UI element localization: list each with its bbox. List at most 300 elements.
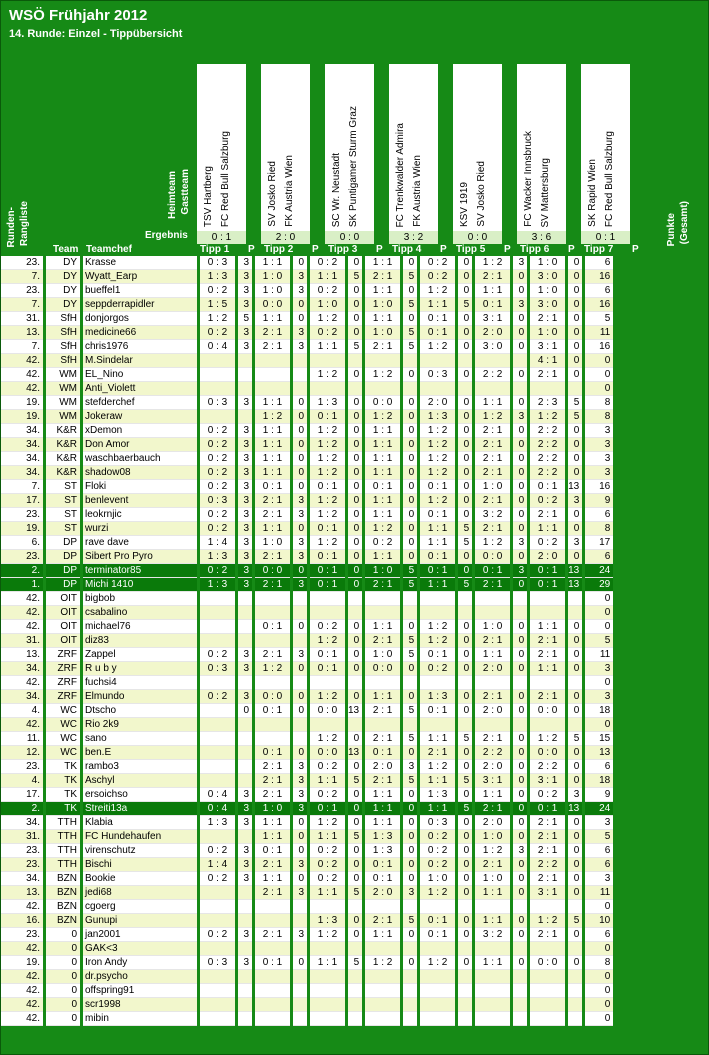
tipp-header: Tipp 4 xyxy=(392,244,422,255)
total-points: 6 xyxy=(585,508,613,522)
team: WM xyxy=(46,382,80,396)
teamchef: bueffel1 xyxy=(83,284,197,298)
points-cell xyxy=(348,1012,362,1026)
teamchef: seppderrapidler xyxy=(83,298,197,312)
table-row xyxy=(1,508,615,522)
points-cell: 3 xyxy=(238,438,252,452)
tipp-cell: 1 : 1 xyxy=(420,522,455,536)
points-cell: 0 xyxy=(348,508,362,522)
points-cell: 0 xyxy=(458,662,472,676)
points-cell xyxy=(348,606,362,620)
points-cell: 5 xyxy=(403,326,417,340)
points-cell: 0 xyxy=(458,956,472,970)
points-cell: 5 xyxy=(403,648,417,662)
points-cell: 0 xyxy=(458,396,472,410)
team: K&R xyxy=(46,438,80,452)
tipp-cell xyxy=(475,354,510,368)
rank: 42. xyxy=(1,606,43,620)
points-cell xyxy=(293,592,307,606)
team: OIT xyxy=(46,620,80,634)
tipp-cell: 1 : 1 xyxy=(255,256,290,270)
tipp-cell: 2 : 2 xyxy=(530,858,565,872)
rank: 13. xyxy=(1,648,43,662)
team: ZRF xyxy=(46,690,80,704)
total-points: 6 xyxy=(585,858,613,872)
team: WM xyxy=(46,410,80,424)
points-cell: 3 xyxy=(513,564,527,578)
points-cell: 3 xyxy=(238,522,252,536)
team: ZRF xyxy=(46,662,80,676)
tipp-cell: 1 : 1 xyxy=(365,424,400,438)
tipp-cell: 0 : 2 xyxy=(200,284,235,298)
points-cell: 0 xyxy=(403,452,417,466)
teamchef: Iron Andy xyxy=(83,956,197,970)
tipp-cell xyxy=(475,998,510,1012)
points-cell: 0 xyxy=(513,774,527,788)
total-points: 10 xyxy=(585,914,613,928)
table-row xyxy=(1,592,615,606)
points-cell: 0 xyxy=(348,634,362,648)
tipp-cell: 1 : 4 xyxy=(200,536,235,550)
table-row xyxy=(1,578,615,592)
table-row xyxy=(1,774,615,788)
tipp-cell: 0 : 0 xyxy=(255,298,290,312)
tipp-cell: 0 : 2 xyxy=(530,494,565,508)
points-cell: 0 xyxy=(568,326,582,340)
points-cell xyxy=(513,942,527,956)
tipp-cell xyxy=(530,718,565,732)
points-cell: 0 xyxy=(403,802,417,816)
tipp-cell: 0 : 2 xyxy=(310,760,345,774)
tipp-cell xyxy=(530,984,565,998)
points-cell: 3 xyxy=(293,578,307,592)
points-cell: 0 xyxy=(458,368,472,382)
teamchef: mibin xyxy=(83,1012,197,1026)
tipp-cell xyxy=(420,382,455,396)
tipp-cell: 1 : 1 xyxy=(255,396,290,410)
points-cell xyxy=(568,984,582,998)
points-cell: 0 xyxy=(403,690,417,704)
table-row xyxy=(1,928,615,942)
points-cell: 5 xyxy=(238,312,252,326)
table-row xyxy=(1,676,615,690)
tipp-cell xyxy=(310,942,345,956)
total-points: 3 xyxy=(585,816,613,830)
points-cell: 0 xyxy=(458,312,472,326)
tipp-cell: 0 : 1 xyxy=(310,480,345,494)
points-cell: 3 xyxy=(238,508,252,522)
tipp-cell: 1 : 3 xyxy=(420,410,455,424)
rank: 31. xyxy=(1,634,43,648)
tipp-cell xyxy=(255,914,290,928)
tipp-cell: 2 : 1 xyxy=(365,774,400,788)
tipp-cell: 0 : 0 xyxy=(530,746,565,760)
points-cell: 0 xyxy=(403,508,417,522)
points-cell: 3 xyxy=(513,298,527,312)
points-cell: 0 xyxy=(293,396,307,410)
tipp-cell xyxy=(475,970,510,984)
tipp-cell: 1 : 0 xyxy=(255,536,290,550)
match-header-4 xyxy=(389,64,438,231)
teamchef: ben.E xyxy=(83,746,197,760)
tipp-cell: 2 : 1 xyxy=(255,858,290,872)
rank: 19. xyxy=(1,956,43,970)
tipp-cell: 1 : 1 xyxy=(255,466,290,480)
teamchef: Elmundo xyxy=(83,690,197,704)
team-label: Team xyxy=(53,244,79,255)
points-cell: 0 xyxy=(293,480,307,494)
points-cell: 0 xyxy=(348,928,362,942)
teamchef: jedi68 xyxy=(83,886,197,900)
tipp-cell xyxy=(200,354,235,368)
points-cell: 0 xyxy=(568,620,582,634)
team: 0 xyxy=(46,1012,80,1026)
table-row xyxy=(1,438,615,452)
tipp-cell: 1 : 5 xyxy=(200,298,235,312)
tipp-cell: 1 : 2 xyxy=(310,928,345,942)
total-points: 16 xyxy=(585,270,613,284)
team: 0 xyxy=(46,942,80,956)
teamchef: GAK<3 xyxy=(83,942,197,956)
points-cell xyxy=(348,984,362,998)
points-cell: 0 xyxy=(568,886,582,900)
points-cell xyxy=(348,676,362,690)
tipp-cell: 0 : 2 xyxy=(200,690,235,704)
match-header-5 xyxy=(453,64,502,231)
table-row xyxy=(1,704,615,718)
tipp-cell: 2 : 0 xyxy=(530,550,565,564)
points-cell xyxy=(458,676,472,690)
teamchef: waschbaerbauch xyxy=(83,452,197,466)
tipp-cell xyxy=(200,606,235,620)
match-header-3 xyxy=(325,64,374,231)
points-cell: 0 xyxy=(403,312,417,326)
points-cell: 0 xyxy=(348,494,362,508)
tipp-cell: 0 : 2 xyxy=(530,788,565,802)
points-cell xyxy=(513,354,527,368)
tipp-cell: 1 : 2 xyxy=(310,452,345,466)
tipp-cell: 4 : 1 xyxy=(530,354,565,368)
tipp-cell: 2 : 1 xyxy=(530,928,565,942)
total-points: 0 xyxy=(585,382,613,396)
rank: 23. xyxy=(1,760,43,774)
tipp-cell: 1 : 0 xyxy=(255,270,290,284)
points-cell: 13 xyxy=(568,578,582,592)
tipp-cell: 2 : 2 xyxy=(530,452,565,466)
tipp-cell: 0 : 0 xyxy=(365,396,400,410)
points-cell xyxy=(238,382,252,396)
points-cell: 0 xyxy=(513,368,527,382)
total-points: 6 xyxy=(585,550,613,564)
points-cell: 0 xyxy=(568,816,582,830)
points-cell xyxy=(293,1012,307,1026)
points-cell: 0 xyxy=(348,550,362,564)
table-row xyxy=(1,606,615,620)
table-row xyxy=(1,494,615,508)
points-cell: 0 xyxy=(568,704,582,718)
points-cell: 5 xyxy=(403,914,417,928)
points-cell: 0 xyxy=(348,690,362,704)
match-result: 0 : 0 xyxy=(325,231,374,244)
tipp-cell: 1 : 1 xyxy=(365,256,400,270)
points-cell xyxy=(348,354,362,368)
points-cell: 0 xyxy=(458,452,472,466)
tipp-cell: 2 : 1 xyxy=(475,438,510,452)
points-cell: 0 xyxy=(513,438,527,452)
tipp-cell: 1 : 0 xyxy=(310,298,345,312)
points-cell: 0 xyxy=(293,312,307,326)
points-cell: 0 xyxy=(348,578,362,592)
points-cell xyxy=(238,718,252,732)
total-points: 0 xyxy=(585,1012,613,1026)
tipp-cell: 1 : 1 xyxy=(310,774,345,788)
team: ZRF xyxy=(46,648,80,662)
tipp-cell: 1 : 3 xyxy=(310,914,345,928)
tipp-cell xyxy=(200,998,235,1012)
points-cell: 3 xyxy=(238,564,252,578)
points-cell: 0 xyxy=(293,438,307,452)
points-cell xyxy=(513,718,527,732)
away-team: FK Austria Wien xyxy=(412,155,423,227)
tipp-cell: 1 : 2 xyxy=(420,760,455,774)
tipp-cell: 1 : 1 xyxy=(530,620,565,634)
points-cell: 3 xyxy=(293,284,307,298)
table-row xyxy=(1,564,615,578)
tipp-cell: 0 : 2 xyxy=(200,466,235,480)
tipp-cell xyxy=(420,900,455,914)
teamchef: leokrnjic xyxy=(83,508,197,522)
teamchef: Streiti13a xyxy=(83,802,197,816)
tipp-cell: 0 : 4 xyxy=(200,340,235,354)
teamchef: offspring91 xyxy=(83,984,197,998)
table-row xyxy=(1,256,615,270)
tipp-cell xyxy=(530,382,565,396)
points-cell xyxy=(293,606,307,620)
total-points: 16 xyxy=(585,480,613,494)
points-cell: 0 xyxy=(293,452,307,466)
tipp-cell xyxy=(255,634,290,648)
points-cell: 0 xyxy=(458,340,472,354)
points-cell: 0 xyxy=(403,858,417,872)
team: 0 xyxy=(46,984,80,998)
teamchef: Anti_Violett xyxy=(83,382,197,396)
points-cell: 5 xyxy=(458,732,472,746)
teamchef: Rio 2k9 xyxy=(83,718,197,732)
tipp-cell: 0 : 1 xyxy=(530,564,565,578)
points-cell xyxy=(458,900,472,914)
p-header: P xyxy=(440,244,447,255)
tipp-cell: 2 : 1 xyxy=(365,578,400,592)
team: SfH xyxy=(46,326,80,340)
points-cell: 3 xyxy=(513,536,527,550)
points-cell xyxy=(238,1012,252,1026)
points-cell: 0 xyxy=(458,830,472,844)
tipp-cell: 2 : 1 xyxy=(255,760,290,774)
tipp-cell: 1 : 1 xyxy=(365,312,400,326)
match-result: 2 : 0 xyxy=(261,231,310,244)
tipp-cell: 2 : 1 xyxy=(530,690,565,704)
points-cell: 3 xyxy=(238,690,252,704)
teamchef: terminator85 xyxy=(83,564,197,578)
points-cell: 5 xyxy=(403,270,417,284)
points-cell: 0 xyxy=(293,704,307,718)
points-cell xyxy=(238,732,252,746)
tipp-cell: 1 : 1 xyxy=(475,648,510,662)
points-cell: 0 xyxy=(513,452,527,466)
team: BZN xyxy=(46,872,80,886)
points-cell: 0 xyxy=(293,522,307,536)
tipp-cell: 1 : 1 xyxy=(365,466,400,480)
tipp-cell: 1 : 1 xyxy=(365,788,400,802)
points-cell: 3 xyxy=(238,788,252,802)
page-title: WSÖ Frühjahr 2012 xyxy=(9,7,148,24)
table-row xyxy=(1,970,615,984)
tipp-cell: 1 : 2 xyxy=(310,690,345,704)
tipp-cell: 1 : 2 xyxy=(530,410,565,424)
tipp-cell: 0 : 2 xyxy=(310,284,345,298)
points-cell xyxy=(238,634,252,648)
table-row xyxy=(1,326,615,340)
tipp-cell: 0 : 2 xyxy=(310,872,345,886)
points-cell: 0 xyxy=(348,396,362,410)
points-cell: 0 xyxy=(568,438,582,452)
tipp-cell: 2 : 1 xyxy=(475,466,510,480)
match-result: 0 : 0 xyxy=(453,231,502,244)
points-cell: 5 xyxy=(348,340,362,354)
tipp-cell: 0 : 1 xyxy=(310,522,345,536)
tipp-cell: 2 : 1 xyxy=(530,830,565,844)
tipp-cell: 2 : 2 xyxy=(530,424,565,438)
tipp-cell: 1 : 2 xyxy=(255,410,290,424)
tipp-cell xyxy=(365,382,400,396)
points-cell: 5 xyxy=(458,578,472,592)
tipp-cell: 2 : 1 xyxy=(475,452,510,466)
rank: 7. xyxy=(1,340,43,354)
tipp-cell: 1 : 2 xyxy=(310,438,345,452)
points-cell: 0 xyxy=(348,452,362,466)
team: DP xyxy=(46,564,80,578)
tipp-cell xyxy=(200,774,235,788)
tipp-cell: 1 : 1 xyxy=(310,270,345,284)
tipp-cell xyxy=(420,592,455,606)
points-cell xyxy=(403,592,417,606)
points-cell: 0 xyxy=(513,760,527,774)
tipp-cell: 3 : 0 xyxy=(530,270,565,284)
teamchef: stefderchef xyxy=(83,396,197,410)
tipp-cell: 2 : 1 xyxy=(255,326,290,340)
points-cell: 0 xyxy=(348,732,362,746)
tipp-cell xyxy=(255,718,290,732)
tipp-cell: 1 : 2 xyxy=(310,634,345,648)
tipp-cell: 1 : 2 xyxy=(420,634,455,648)
points-cell: 0 xyxy=(458,648,472,662)
points-cell: 0 xyxy=(568,928,582,942)
points-cell: 3 xyxy=(293,270,307,284)
rank: 42. xyxy=(1,984,43,998)
points-cell: 0 xyxy=(458,620,472,634)
tipp-cell: 2 : 0 xyxy=(475,760,510,774)
points-cell: 5 xyxy=(458,536,472,550)
tipp-cell xyxy=(365,718,400,732)
total-points: 0 xyxy=(585,368,613,382)
points-cell: 0 xyxy=(458,550,472,564)
tipp-cell: 1 : 2 xyxy=(310,732,345,746)
points-cell xyxy=(458,354,472,368)
tipp-cell: 0 : 1 xyxy=(255,746,290,760)
points-cell: 0 xyxy=(513,424,527,438)
table-row xyxy=(1,718,615,732)
points-cell: 0 xyxy=(348,788,362,802)
tipp-cell: 2 : 0 xyxy=(475,816,510,830)
points-cell: 0 xyxy=(403,620,417,634)
home-team: SK Rapid Wien xyxy=(587,159,598,227)
points-cell: 0 xyxy=(403,396,417,410)
points-cell xyxy=(513,1012,527,1026)
tipp-cell: 1 : 1 xyxy=(310,830,345,844)
points-cell: 0 xyxy=(568,774,582,788)
points-cell: 0 xyxy=(293,690,307,704)
points-cell xyxy=(238,914,252,928)
table-row xyxy=(1,634,615,648)
points-cell: 0 xyxy=(293,746,307,760)
points-cell: 0 xyxy=(403,284,417,298)
team: WC xyxy=(46,704,80,718)
tipp-cell xyxy=(475,606,510,620)
table-row xyxy=(1,760,615,774)
tipp-cell: 2 : 1 xyxy=(475,802,510,816)
tipp-cell: 1 : 1 xyxy=(310,340,345,354)
points-cell: 0 xyxy=(513,522,527,536)
tipp-cell: 1 : 1 xyxy=(255,872,290,886)
points-cell xyxy=(568,676,582,690)
tipp-cell: 2 : 0 xyxy=(475,662,510,676)
tipp-cell: 1 : 2 xyxy=(365,368,400,382)
points-cell: 5 xyxy=(403,704,417,718)
team: DY xyxy=(46,298,80,312)
home-team: SC Wr. Neustadt xyxy=(331,152,342,227)
points-cell: 5 xyxy=(458,298,472,312)
tipp-cell: 2 : 1 xyxy=(475,522,510,536)
team: TK xyxy=(46,760,80,774)
team: TTH xyxy=(46,858,80,872)
points-cell: 0 xyxy=(348,816,362,830)
tipp-cell: 0 : 1 xyxy=(255,956,290,970)
tipp-cell: 1 : 0 xyxy=(365,648,400,662)
tipp-cell xyxy=(310,718,345,732)
tipp-cell: 2 : 1 xyxy=(255,340,290,354)
points-cell: 3 xyxy=(238,816,252,830)
tipp-cell xyxy=(530,1012,565,1026)
tipp-cell: 0 : 2 xyxy=(200,424,235,438)
team: TTH xyxy=(46,830,80,844)
points-cell: 0 xyxy=(403,872,417,886)
points-cell xyxy=(348,970,362,984)
points-cell: 0 xyxy=(403,662,417,676)
points-cell: 0 xyxy=(513,578,527,592)
tipp-cell: 1 : 1 xyxy=(420,536,455,550)
points-cell: 0 xyxy=(513,956,527,970)
points-cell: 5 xyxy=(348,270,362,284)
tipp-cell: 1 : 3 xyxy=(420,690,455,704)
tipp-cell: 1 : 3 xyxy=(200,578,235,592)
teamchef: benlevent xyxy=(83,494,197,508)
punkte-label: Punkte xyxy=(666,213,677,247)
points-cell: 0 xyxy=(513,830,527,844)
tipp-cell xyxy=(420,998,455,1012)
points-cell: 0 xyxy=(513,858,527,872)
tipp-cell: 1 : 1 xyxy=(475,886,510,900)
points-cell: 0 xyxy=(458,424,472,438)
